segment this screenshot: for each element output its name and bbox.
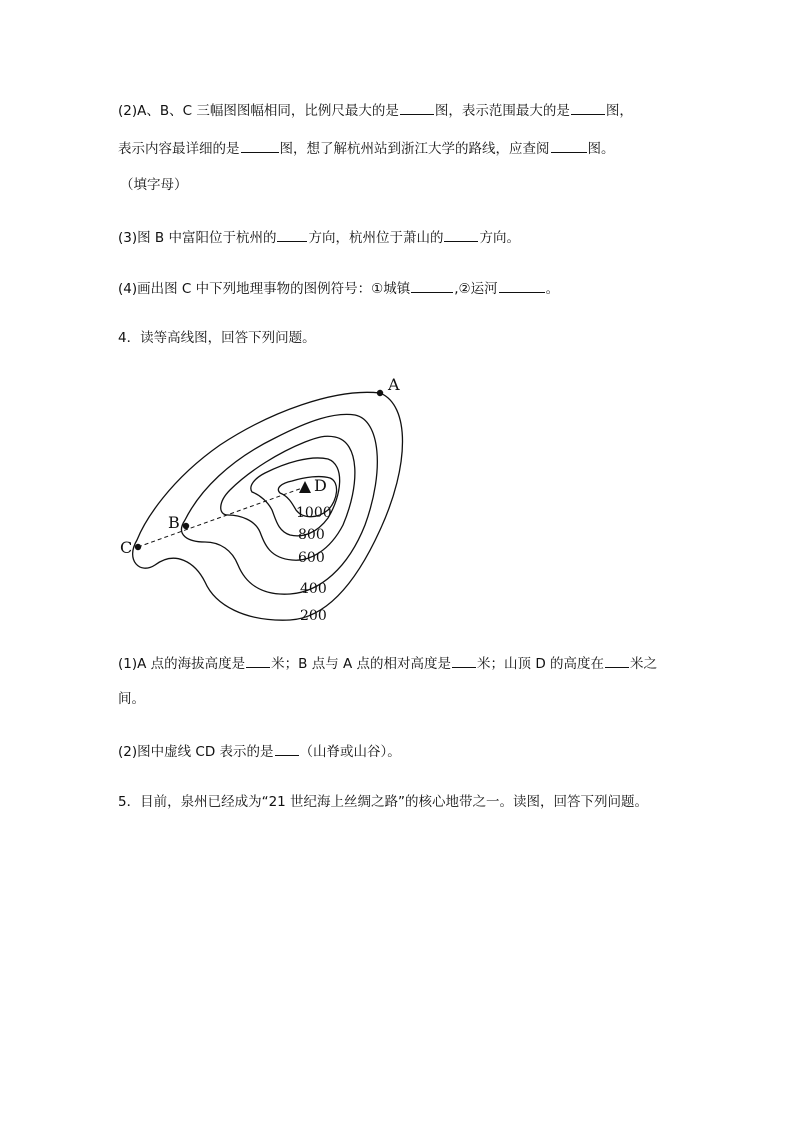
dashed-line-cd bbox=[138, 487, 305, 547]
q3-line bbox=[118, 227, 520, 248]
answer-blank[interactable] bbox=[246, 653, 270, 668]
contour-label-200: 200 bbox=[300, 608, 327, 624]
point-b-marker bbox=[183, 523, 189, 529]
q2-text-4: 表示内容最详细的是 bbox=[118, 141, 240, 157]
contour-label-600: 600 bbox=[298, 550, 325, 566]
q3-text-1: (3)图 B 中富阳位于杭州的 bbox=[118, 230, 277, 246]
q3-text-3: 方向。 bbox=[479, 230, 520, 246]
q2-text-3: 图， bbox=[605, 103, 633, 119]
q4-sub1-text-3: 米；山顶 D 的高度在 bbox=[477, 656, 605, 672]
answer-blank[interactable] bbox=[551, 138, 587, 153]
label-d: D bbox=[314, 476, 327, 495]
q3-text-2: 方向，杭州位于萧山的 bbox=[308, 230, 444, 246]
point-c-marker bbox=[135, 544, 141, 550]
question-4-title: 4．读等高线图，回答下列问题。 bbox=[118, 330, 316, 346]
q2-text-7: （填字母） bbox=[120, 177, 188, 193]
label-c: C bbox=[120, 538, 133, 557]
answer-blank[interactable] bbox=[275, 741, 299, 756]
answer-blank[interactable] bbox=[605, 653, 629, 668]
contour-label-400: 400 bbox=[300, 581, 327, 597]
q4-sub2-line bbox=[118, 741, 401, 762]
contour-map bbox=[110, 370, 440, 640]
summit-d-triangle bbox=[299, 481, 311, 493]
q2-line-2 bbox=[118, 138, 615, 159]
answer-blank[interactable] bbox=[241, 138, 279, 153]
answer-blank[interactable] bbox=[452, 653, 476, 668]
contour-line-400 bbox=[182, 414, 378, 594]
q4-text-2: ,②运河 bbox=[454, 281, 498, 297]
answer-blank[interactable] bbox=[411, 278, 453, 293]
q4-sub1-text-1: (1)A 点的海拔高度是 bbox=[118, 656, 246, 672]
q4-sub1-line-1 bbox=[118, 653, 657, 674]
q4-text-1: (4)画出图 C 中下列地理事物的图例符号：①城镇 bbox=[118, 281, 411, 297]
contour-line-200 bbox=[133, 392, 403, 620]
q4-sub2-text-1: (2)图中虚线 CD 表示的是 bbox=[118, 744, 274, 760]
question-5-title: 5．目前，泉州已经成为“21 世纪海上丝绸之路”的核心地带之一。读图，回答下列问题。 bbox=[118, 794, 649, 810]
contour-line-800 bbox=[251, 458, 340, 536]
answer-blank[interactable] bbox=[499, 278, 545, 293]
answer-blank[interactable] bbox=[277, 227, 307, 242]
q2-line-3 bbox=[120, 175, 188, 195]
q4-sub1-text-5: 间。 bbox=[118, 691, 145, 707]
q2-text-1: (2)A、B、C 三幅图图幅相同，比例尺最大的是 bbox=[118, 103, 399, 119]
point-a-marker bbox=[377, 390, 383, 396]
q4-sub1-line-2 bbox=[118, 689, 145, 709]
q2-line-1 bbox=[118, 100, 633, 121]
answer-blank[interactable] bbox=[571, 100, 605, 115]
contour-label-800: 800 bbox=[298, 527, 325, 543]
q2-text-2: 图，表示范围最大的是 bbox=[434, 103, 570, 119]
answer-blank[interactable] bbox=[400, 100, 434, 115]
q2-text-5: 图，想了解杭州站到浙江大学的路线，应查阅 bbox=[279, 141, 550, 157]
q4-line bbox=[118, 278, 559, 299]
q4-sub1-text-2: 米；B 点与 A 点的相对高度是 bbox=[271, 656, 452, 672]
q4-sub2-text-2: （山脊或山谷）。 bbox=[299, 744, 401, 760]
q4-text-3: 。 bbox=[545, 281, 560, 297]
label-a: A bbox=[388, 375, 400, 394]
q2-text-6: 图。 bbox=[587, 141, 615, 157]
answer-blank[interactable] bbox=[444, 227, 478, 242]
q4-sub1-text-4: 米之 bbox=[630, 656, 658, 672]
contour-label-1000: 1000 bbox=[296, 505, 332, 521]
label-b: B bbox=[168, 513, 180, 532]
